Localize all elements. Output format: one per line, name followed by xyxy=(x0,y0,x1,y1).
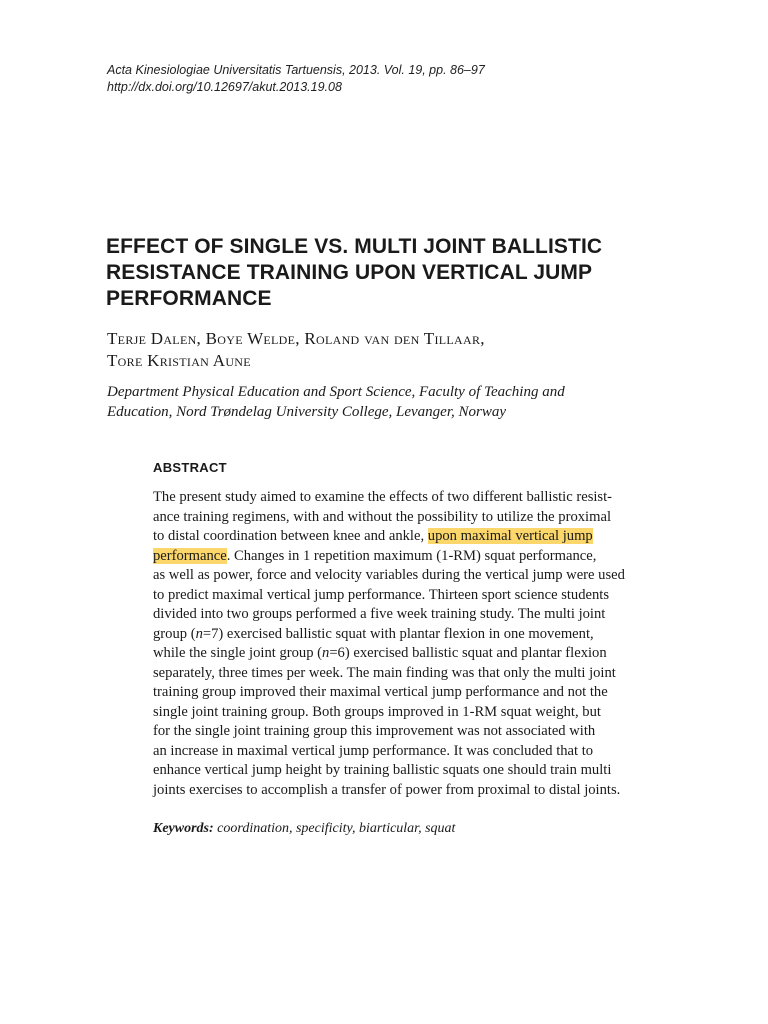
article-title xyxy=(106,234,706,312)
abstract-line: as well as power, force and velocity variables during the vertical jump were used xyxy=(153,567,625,583)
abstract-text: while the single joint group ( xyxy=(153,645,323,661)
abstract-text: . Changes in 1 repetition maximum (1-RM) squat performance, xyxy=(226,547,597,564)
affiliation-line: Education, Nord Trøndelag University College, Levanger, Norway xyxy=(107,404,507,420)
author-line: Terje Dalen, Boye Welde, Roland van den Tillaar, xyxy=(107,329,485,348)
abstract-text: to distal coordination between knee and ankle, xyxy=(153,528,428,544)
author-list xyxy=(107,328,485,372)
affiliation-line: Department Physical Education and Sport Science, Faculty of Teaching and xyxy=(107,384,565,400)
abstract-line: training group improved their maximal vertical jump performance and not the xyxy=(153,684,608,700)
abstract-body xyxy=(153,488,625,800)
affiliation xyxy=(107,382,565,422)
abstract-line: single joint training group. Both groups improved in 1-RM squat weight, but xyxy=(153,703,601,720)
abstract-line xyxy=(153,625,625,645)
abstract-text: =7) exercised ballistic squat with plantar flexion in one movement, xyxy=(202,625,594,642)
abstract-line xyxy=(153,527,625,547)
abstract-line xyxy=(153,547,625,567)
keywords-label: Keywords: xyxy=(153,821,214,836)
highlighted-text[interactable]: performance xyxy=(153,547,227,564)
abstract-text: group ( xyxy=(153,625,196,642)
abstract-line: divided into two groups performed a five week training study. The multi joint xyxy=(153,606,606,622)
author-line: Tore Kristian Aune xyxy=(107,351,251,370)
abstract-line: enhance vertical jump height by training ballistic squats one should train multi xyxy=(153,762,612,778)
abstract-line: The present study aimed to examine the effects of two different ballistic resist- xyxy=(153,489,613,505)
italic-n: n xyxy=(195,625,203,642)
abstract-line: separately, three times per week. The main finding was that only the multi joint xyxy=(153,664,616,681)
title-line: RESISTANCE TRAINING UPON VERTICAL JUMP xyxy=(106,261,593,284)
abstract-text: =6) exercised ballistic squat and plantar flexion xyxy=(329,645,607,661)
keywords xyxy=(153,821,455,837)
abstract-line: ance training regimens, with and without the possibility to utilize the proximal xyxy=(153,508,611,525)
keywords-text: coordination, specificity, biarticular, squat xyxy=(213,821,456,836)
title-line: PERFORMANCE xyxy=(106,287,272,310)
abstract-line: joints exercises to accomplish a transfer of power from proximal to distal joints. xyxy=(153,781,621,798)
highlighted-text[interactable]: upon maximal vertical jump xyxy=(427,528,593,544)
journal-header xyxy=(107,62,485,96)
italic-n: n xyxy=(322,645,330,661)
abstract-line: for the single joint training group this improvement was not associated with xyxy=(153,723,596,739)
abstract-line xyxy=(153,644,625,664)
journal-doi-link[interactable]: http://dx.doi.org/10.12697/akut.2013.19.08 xyxy=(107,80,342,94)
abstract-heading: ABSTRACT xyxy=(153,460,227,475)
journal-citation: Acta Kinesiologiae Universitatis Tartuensis, 2013. Vol. 19, pp. 86–97 xyxy=(107,63,485,77)
title-line: EFFECT OF SINGLE VS. MULTI JOINT BALLISTIC xyxy=(106,235,603,258)
abstract-line: to predict maximal vertical jump performance. Thirteen sport science students xyxy=(153,586,610,603)
abstract-line: an increase in maximal vertical jump performance. It was concluded that to xyxy=(153,742,594,759)
